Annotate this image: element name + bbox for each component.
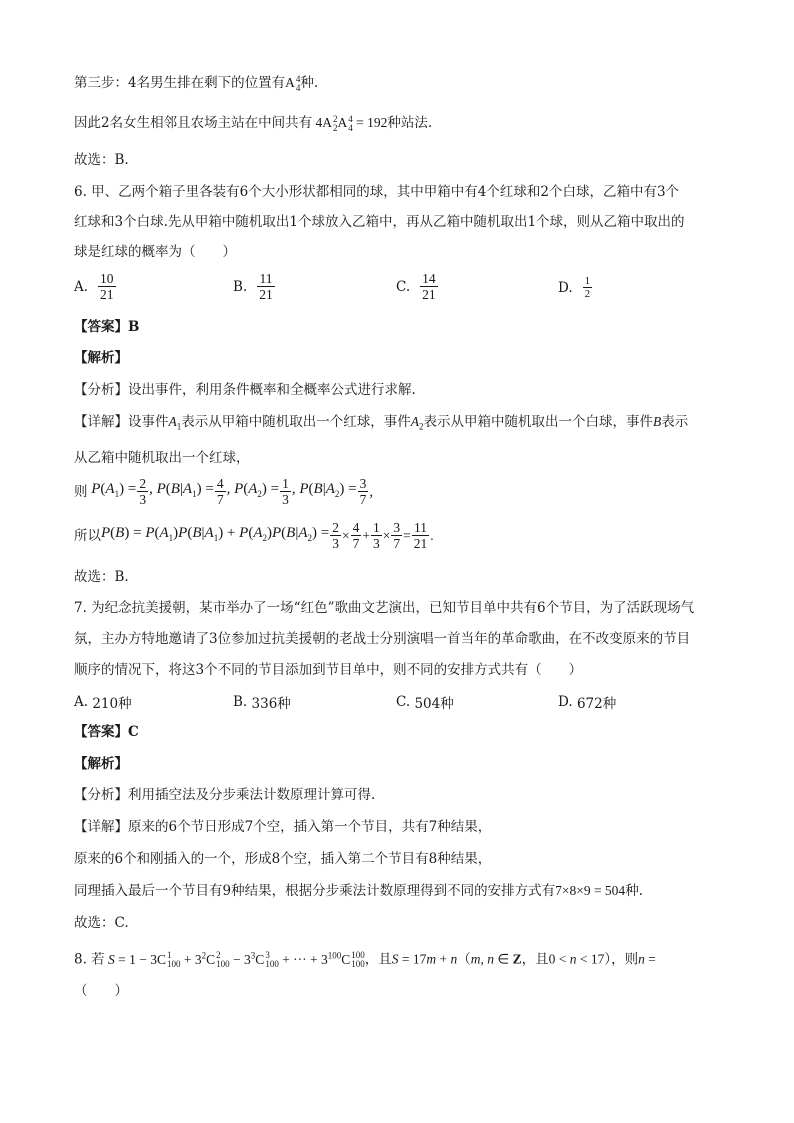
- step3-line: 第三步：4名男生排在剩下的位置有A 4 4 种.: [74, 73, 319, 93]
- q6-analysis-heading: 【解析】: [74, 350, 128, 366]
- q6-option-d: D. $\frac{1}{2}$: [558, 275, 591, 300]
- choice-line-q6: 故选：B.: [74, 569, 129, 585]
- q6-option-a: A. $\frac{10}{21}$: [74, 271, 114, 302]
- q6-analysis: 【分析】设出事件，利用条件概率和全概率公式进行求解.: [74, 382, 416, 398]
- q7-option-d: D. 672种: [558, 694, 617, 712]
- q7-analysis-heading: 【解析】: [74, 756, 128, 772]
- q8-stem-2: （ ）: [74, 983, 128, 999]
- q7-option-c: C. 504种: [396, 694, 454, 712]
- q6-detail-2: 从乙箱中随机取出一个红球，: [74, 450, 250, 466]
- q7-detail-2: 原来的6个和刚插入的一个，形成8个空，插入第二个节目有8种结果，: [74, 851, 492, 867]
- q6-detail-1: 【详解】设事件$A_1$表示从甲箱中随机取出一个红球，事件$A_2$表示从甲箱中随机取出一个白球，事件B表示: [74, 414, 689, 432]
- q6-option-b: B. $\frac{11}{21}$: [233, 271, 273, 302]
- conclusion-line: 因此2名女生相邻且农场主站在中间共有 4A 2 2 A 4 4 = 192种站法.: [74, 113, 433, 133]
- q7-option-a: A. 210种: [74, 694, 132, 712]
- q7-stem-2: 氛，主办方特地邀请了3位参加过抗美援朝的老战士分别演唱一首当年的革命歌曲，在不改变原来的节目: [74, 631, 691, 647]
- q6-stem-3: 球是红球的概率为（ ）: [74, 244, 236, 260]
- q7-stem-3: 顺序的情况下，将这3个不同的节目添加到节目单中，则不同的安排方式共有（ ）: [74, 662, 583, 678]
- q6-stem-1: 6. 甲、乙两个箱子里各装有6个大小形状都相同的球，其中甲箱中有4个红球和2个白球，乙箱中有3个: [74, 184, 680, 200]
- q6-option-c: C. $\frac{14}{21}$: [396, 271, 436, 302]
- q6-formula-1: 则 $P(A_1)$ = $\frac{2}{3}$ , $P(B|A_1)$ = $\frac{4}{7}$ , $P(A_2)$ = $\frac{1}{3}$ , $P(B|A_2)$ = $\frac{3}{7}$ ,: [74, 476, 374, 507]
- q8-stem-1: 8. 若 S = 1 − 3C 1 100 + $3^2C$ 2 100 − $3^3C$ 3 100 + ··· + $3^{100}C$ 100 100 ，且S = 17m + n（m, n ∈ Z，且0 < n < 17），则n =: [74, 950, 656, 970]
- choice-line-q5: 故选：B.: [74, 152, 129, 168]
- q7-answer: 【答案】C: [74, 724, 139, 740]
- q6-formula-2: 所以 $P(B) = P(A_1)P(B|A_1) + P(A_2)P(B|A_2)$ = $\frac{2}{3}$ × $\frac{4}{7}$ + $\frac{1}{3}$ × $\frac{3}{7}$ = $\frac{11}{21}$ .: [74, 520, 434, 551]
- q7-stem-1: 7. 为纪念抗美援朝，某市举办了一场“红色”歌曲文艺演出，已知节目单中共有6个节目，为了活跃现场气: [74, 600, 695, 616]
- q6-stem-2: 红球和3个白球.先从甲箱中随机取出1个球放入乙箱中，再从乙箱中随机取出1个球，则从乙箱中取出的: [74, 214, 685, 230]
- q7-detail-3: 同理插入最后一个节目有9种结果，根据分步乘法计数原理得到不同的安排方式有7×8×9 = 504种.: [74, 883, 643, 899]
- choice-line-q7: 故选：C.: [74, 915, 129, 931]
- q7-analysis: 【分析】利用插空法及分步乘法计数原理计算可得.: [74, 787, 376, 803]
- q7-option-b: B. 336种: [233, 694, 291, 712]
- q6-answer: 【答案】B: [74, 319, 140, 335]
- q7-detail-1: 【详解】原来的6个节日形成7个空，插入第一个节目，共有7种结果，: [74, 819, 492, 835]
